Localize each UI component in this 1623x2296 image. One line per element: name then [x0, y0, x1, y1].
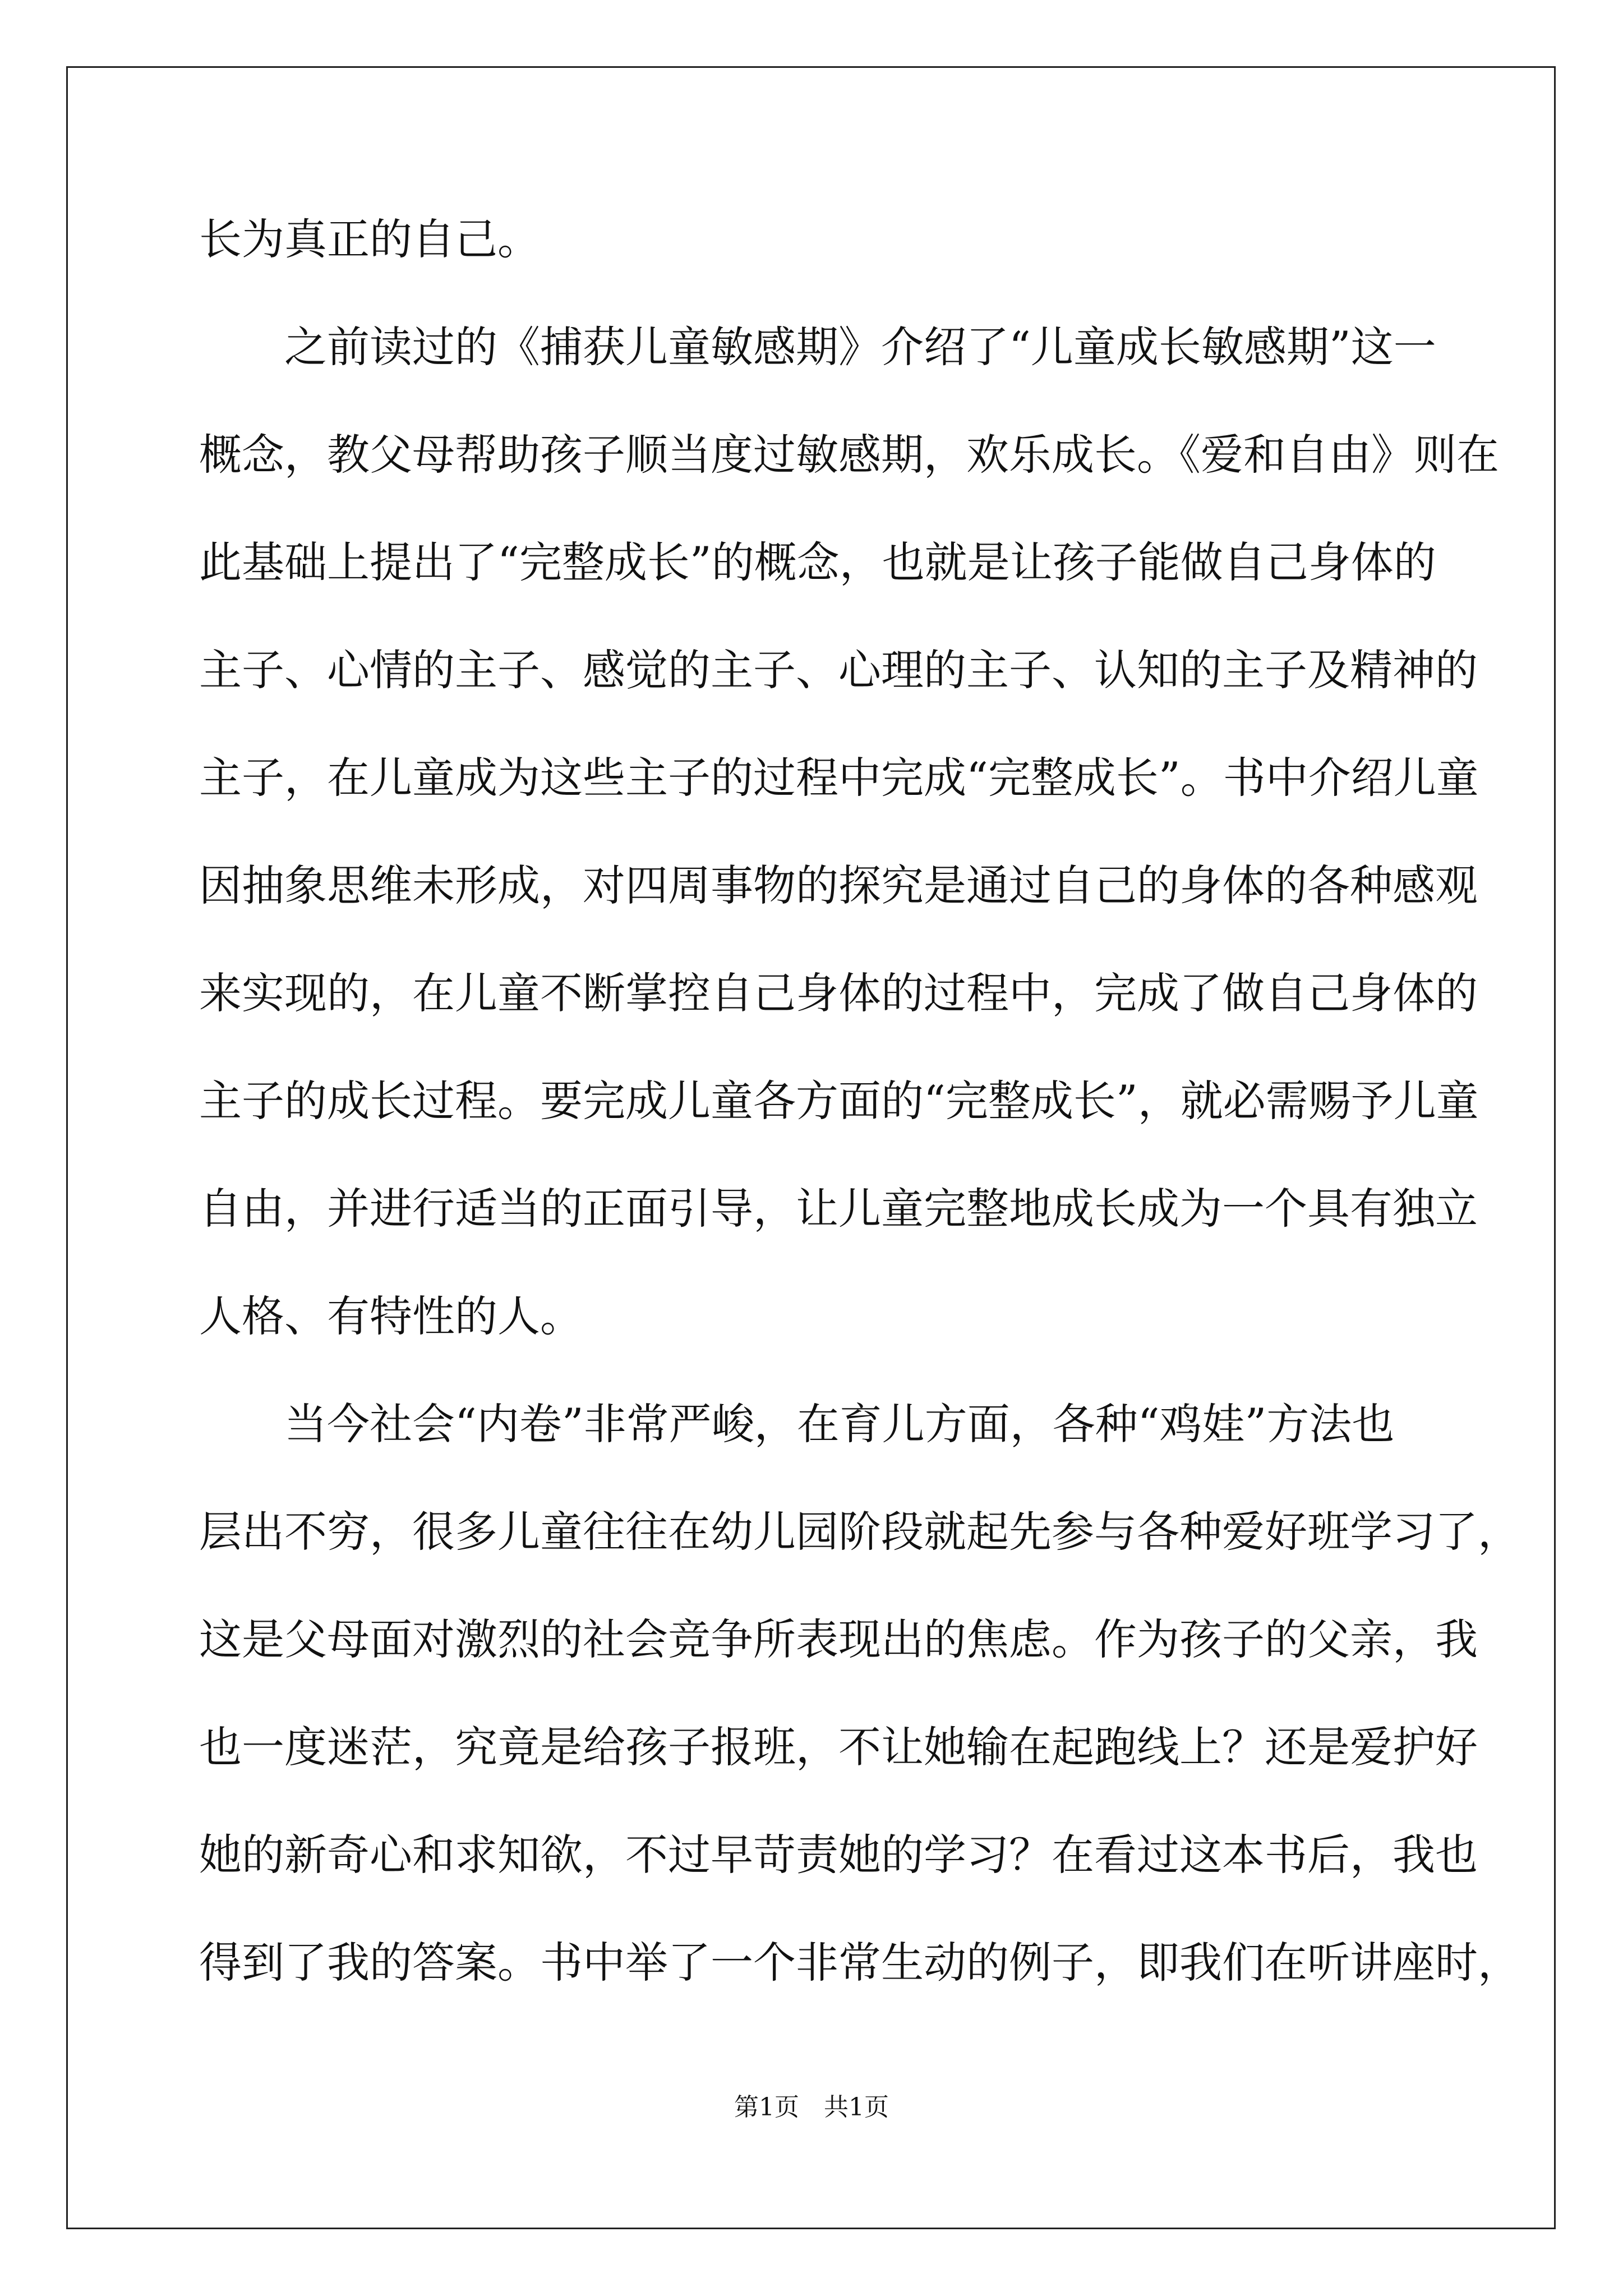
text-line: 此基础上提出了“完整成长”的概念，也就是让孩子能做自己身体的 [199, 537, 1436, 587]
text-line: 来实现的，在儿童不断掌控自己身体的过程中，完成了做自己身体的 [199, 968, 1478, 1018]
page-footer: 第1页 共1页 [734, 2093, 889, 2122]
text-line: 因抽象思维未形成，对四周事物的探究是通过自己的身体的各种感观 [199, 861, 1478, 910]
text-line: 主子，在儿童成为这些主子的过程中完成“完整成长”。书中介绍儿童 [199, 753, 1479, 803]
text-line: 她的新奇心和求知欲，不过早苛责她的学习？在看过这本书后，我也 [199, 1830, 1478, 1880]
text-line: 当今社会“内卷”非常严峻，在育儿方面，各种“鸡娃”方法也 [284, 1399, 1395, 1449]
text-line: 这是父母面对激烈的社会竞争所表现出的焦虑。作为孩子的父亲，我 [199, 1614, 1478, 1664]
text-line: 长为真正的自己。 [199, 214, 540, 264]
page-border [66, 66, 1556, 2229]
text-line: 主子、心情的主子、感觉的主子、心理的主子、认知的主子及精神的 [199, 645, 1478, 695]
text-line: 自由，并进行适当的正面引导，让儿童完整地成长成为一个具有独立 [199, 1184, 1478, 1234]
text-line: 概念，教父母帮助孩子顺当度过敏感期，欢乐成长。《爱和自由》则在 [199, 430, 1499, 480]
text-line: 人格、有特性的人。 [199, 1291, 583, 1341]
text-line: 得到了我的答案。书中举了一个非常生动的例子，即我们在听讲座时， [199, 1938, 1520, 1987]
text-line: 也一度迷茫，究竟是给孩子报班，不让她输在起跑线上？还是爱护好 [199, 1722, 1478, 1772]
text-line: 主子的成长过程。要完成儿童各方面的“完整成长”，就必需赐予儿童 [199, 1076, 1479, 1126]
text-line: 层出不穷，很多儿童往往在幼儿园阶段就起先参与各种爱好班学习了， [199, 1507, 1520, 1557]
text-line: 之前读过的《捕获儿童敏感期》介绍了“儿童成长敏感期”这一 [284, 322, 1436, 372]
